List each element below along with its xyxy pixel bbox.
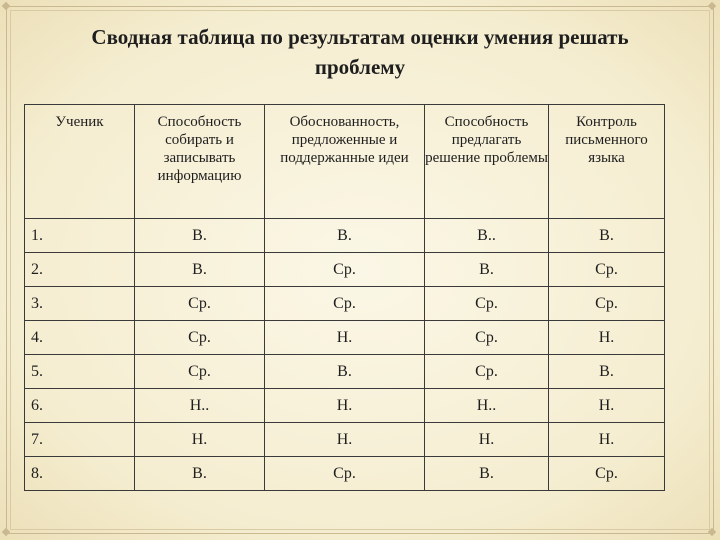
table-cell: Ср. <box>425 321 549 355</box>
student-number: 4. <box>25 321 135 355</box>
table-cell: В. <box>135 219 265 253</box>
column-header-student: Ученик <box>25 105 135 219</box>
table-cell: В. <box>265 355 425 389</box>
table-header-row <box>25 105 665 219</box>
table-row <box>25 389 665 423</box>
table-cell: В. <box>265 219 425 253</box>
table-row <box>25 253 665 287</box>
column-header-problem-solution: Способность предлагать решение проблемы <box>425 105 549 219</box>
column-header-written-language: Контроль письменного языка <box>549 105 665 219</box>
table-cell: В. <box>425 253 549 287</box>
table-cell: Ср. <box>135 287 265 321</box>
student-number: 1. <box>25 219 135 253</box>
table-row <box>25 321 665 355</box>
results-table <box>24 104 665 491</box>
table-cell: В. <box>549 355 665 389</box>
table-cell: Н. <box>425 423 549 457</box>
table-cell: Н. <box>265 423 425 457</box>
table-cell: Н. <box>549 423 665 457</box>
table-cell: Н. <box>265 389 425 423</box>
table-cell: Ср. <box>425 287 549 321</box>
student-number: 6. <box>25 389 135 423</box>
table-cell: Ср. <box>265 253 425 287</box>
table-cell: В. <box>425 457 549 491</box>
table-cell: В. <box>549 219 665 253</box>
table-cell: Ср. <box>265 287 425 321</box>
student-number: 7. <box>25 423 135 457</box>
table-cell: В. <box>135 253 265 287</box>
title-line-2: проблему <box>314 55 406 79</box>
student-number: 3. <box>25 287 135 321</box>
table-cell: Ср. <box>135 355 265 389</box>
column-header-ideas-justification: Обоснованность, предложенные и поддержанные идеи <box>265 105 425 219</box>
table-cell: Н.. <box>425 389 549 423</box>
table-row <box>25 423 665 457</box>
table-cell: Н.. <box>135 389 265 423</box>
table-cell: Н. <box>265 321 425 355</box>
table-cell: В. <box>135 457 265 491</box>
table-cell: Н. <box>549 321 665 355</box>
student-number: 5. <box>25 355 135 389</box>
table-cell: Ср. <box>549 253 665 287</box>
title-line-1: Сводная таблица по результатам оценки умения решать <box>91 25 629 49</box>
table-row <box>25 287 665 321</box>
student-number: 8. <box>25 457 135 491</box>
frame-corner-ornament <box>708 528 716 536</box>
table-cell: Ср. <box>265 457 425 491</box>
table-cell: Ср. <box>549 287 665 321</box>
table-cell: Ср. <box>135 321 265 355</box>
table-row <box>25 219 665 253</box>
column-header-info-collection: Способность собирать и записывать информацию <box>135 105 265 219</box>
table-row <box>25 457 665 491</box>
student-number: 2. <box>25 253 135 287</box>
table-cell: Н. <box>135 423 265 457</box>
table-cell: Ср. <box>425 355 549 389</box>
page-title <box>20 22 700 82</box>
table-row <box>25 355 665 389</box>
table-cell: Ср. <box>549 457 665 491</box>
table-cell: Н. <box>549 389 665 423</box>
table-cell: В.. <box>425 219 549 253</box>
